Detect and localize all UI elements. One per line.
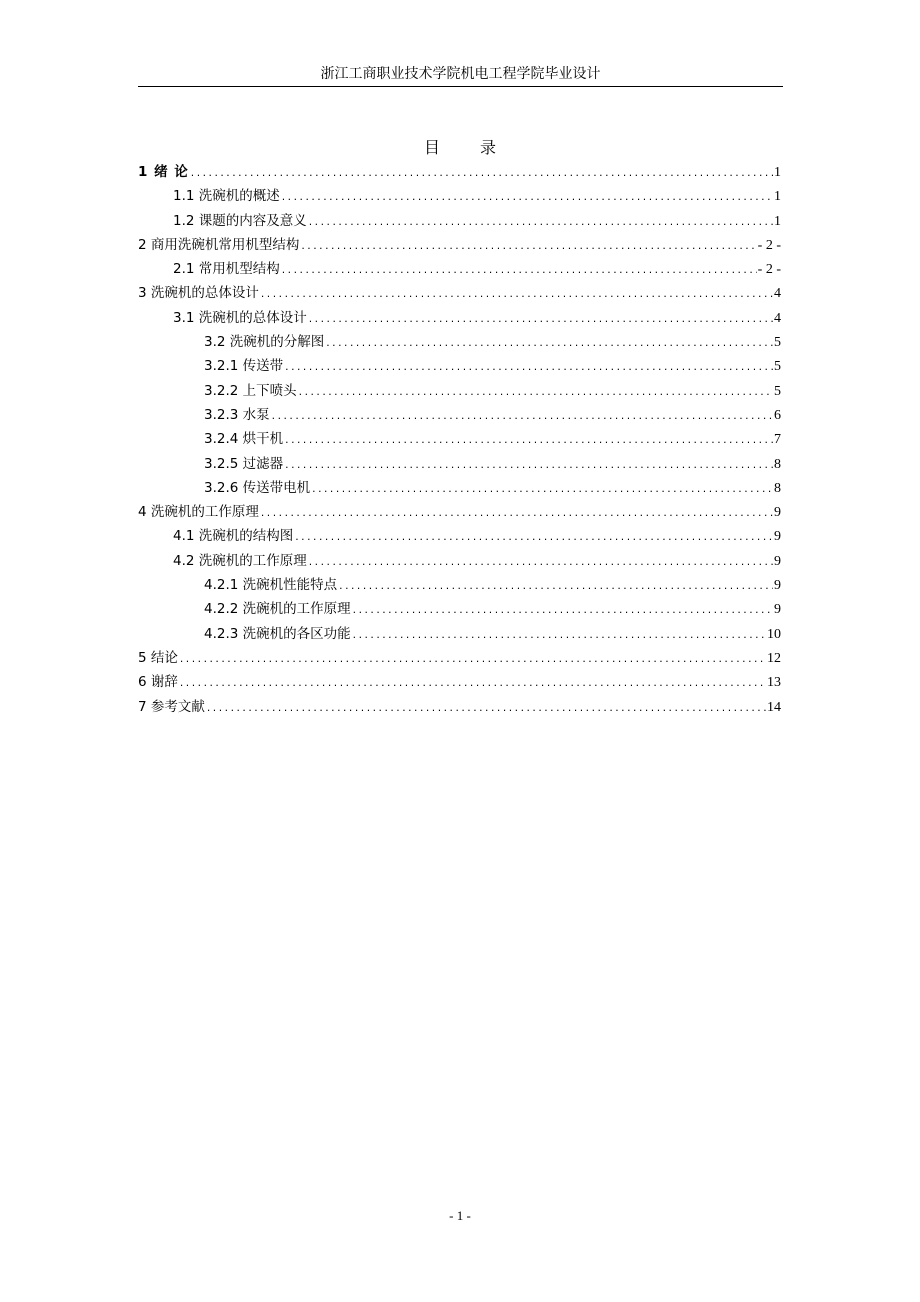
toc-entry[interactable] bbox=[138, 500, 781, 524]
toc-entry-page: 14 bbox=[767, 699, 781, 715]
toc-entry-label: 3.2.6 传送带电机 bbox=[204, 479, 311, 496]
table-of-contents bbox=[138, 160, 781, 719]
toc-leader-dots bbox=[352, 624, 766, 648]
toc-entry[interactable] bbox=[138, 476, 781, 500]
toc-leader-dots bbox=[294, 526, 773, 550]
toc-leader-dots bbox=[271, 405, 773, 429]
toc-leader-dots bbox=[281, 186, 773, 210]
toc-entry-page: 1 bbox=[774, 189, 781, 205]
toc-leader-dots bbox=[179, 648, 766, 672]
toc-leader-dots bbox=[325, 332, 773, 356]
toc-entry-page: 1 bbox=[774, 165, 781, 180]
toc-entry[interactable] bbox=[138, 281, 781, 305]
toc-entry-page: 6 bbox=[774, 407, 781, 423]
toc-entry-label: 3.2.5 过滤器 bbox=[204, 455, 284, 472]
toc-entry-page: 5 bbox=[774, 335, 781, 351]
toc-leader-dots bbox=[284, 356, 773, 380]
toc-entry[interactable] bbox=[138, 573, 781, 597]
toc-leader-dots bbox=[284, 429, 773, 453]
toc-title-left: 目 bbox=[423, 138, 440, 157]
toc-entry-page: 7 bbox=[774, 432, 781, 448]
toc-entry[interactable] bbox=[138, 354, 781, 378]
toc-entry-page: 8 bbox=[774, 456, 781, 472]
toc-leader-dots bbox=[190, 162, 773, 186]
toc-entry-page: 10 bbox=[767, 626, 781, 642]
toc-entry-page: 5 bbox=[774, 359, 781, 375]
toc-entry-page: - 2 - bbox=[757, 262, 781, 278]
page-footer bbox=[0, 1207, 920, 1225]
toc-leader-dots bbox=[308, 551, 773, 575]
toc-leader-dots bbox=[352, 599, 773, 623]
toc-entry-page: 8 bbox=[774, 480, 781, 496]
toc-entry-label: 2.1 常用机型结构 bbox=[173, 261, 280, 278]
toc-entry-label: 4.2.3 洗碗机的各区功能 bbox=[204, 625, 351, 642]
toc-entry-label: 3.2.4 烘干机 bbox=[204, 431, 284, 448]
toc-entry[interactable] bbox=[138, 184, 781, 208]
toc-entry-page: 13 bbox=[767, 675, 781, 691]
toc-leader-dots bbox=[206, 697, 766, 721]
toc-leader-dots bbox=[260, 502, 773, 526]
toc-entry[interactable] bbox=[138, 306, 781, 330]
toc-entry-label: 3.2.1 传送带 bbox=[204, 358, 284, 375]
toc-entry[interactable] bbox=[138, 403, 781, 427]
toc-entry-label: 3.1 洗碗机的总体设计 bbox=[173, 309, 307, 326]
toc-entry-label: 3.2 洗碗机的分解图 bbox=[204, 334, 325, 351]
toc-leader-dots bbox=[311, 478, 773, 502]
toc-entry[interactable] bbox=[138, 695, 781, 719]
header-title: 浙江工商职业技术学院机电工程学院毕业设计 bbox=[320, 66, 601, 82]
toc-title bbox=[0, 137, 920, 159]
toc-entry-label: 4 洗碗机的工作原理 bbox=[138, 504, 259, 521]
toc-title-right: 录 bbox=[480, 138, 497, 157]
toc-leader-dots bbox=[308, 308, 773, 332]
toc-entry-page: 9 bbox=[774, 529, 781, 545]
toc-entry[interactable] bbox=[138, 622, 781, 646]
running-header bbox=[138, 64, 783, 87]
toc-entry[interactable] bbox=[138, 160, 781, 184]
toc-leader-dots bbox=[338, 575, 773, 599]
toc-entry[interactable] bbox=[138, 646, 781, 670]
toc-entry-page: 12 bbox=[767, 650, 781, 666]
toc-entry-label: 2 商用洗碗机常用机型结构 bbox=[138, 236, 300, 253]
toc-entry-label: 1.2 课题的内容及意义 bbox=[173, 212, 307, 229]
toc-entry-label: 4.1 洗碗机的结构图 bbox=[173, 528, 294, 545]
toc-entry[interactable] bbox=[138, 427, 781, 451]
toc-leader-dots bbox=[284, 454, 773, 478]
toc-entry[interactable] bbox=[138, 452, 781, 476]
toc-entry-page: 1 bbox=[774, 213, 781, 229]
toc-entry-label: 3.2.3 水泵 bbox=[204, 406, 270, 423]
toc-entry-page: - 2 - bbox=[757, 237, 781, 253]
toc-entry-label: 4.2.2 洗碗机的工作原理 bbox=[204, 601, 351, 618]
toc-entry-label: 1.1 洗碗机的概述 bbox=[173, 188, 280, 205]
toc-entry-page: 9 bbox=[774, 602, 781, 618]
toc-leader-dots bbox=[308, 211, 773, 235]
toc-entry-label: 3.2.2 上下喷头 bbox=[204, 382, 297, 399]
footer-page-number: - 1 - bbox=[449, 1208, 471, 1223]
toc-leader-dots bbox=[281, 259, 757, 283]
toc-leader-dots bbox=[260, 283, 773, 307]
toc-leader-dots bbox=[300, 235, 756, 259]
toc-entry-page: 4 bbox=[774, 286, 781, 302]
toc-entry-label: 5 结论 bbox=[138, 649, 178, 666]
toc-entry-page: 9 bbox=[774, 578, 781, 594]
toc-leader-dots bbox=[179, 672, 766, 696]
toc-entry-label: 1 绪 论 bbox=[138, 164, 189, 180]
toc-entry-label: 3 洗碗机的总体设计 bbox=[138, 285, 259, 302]
toc-entry-label: 6 谢辞 bbox=[138, 674, 178, 691]
toc-entry-label: 4.2 洗碗机的工作原理 bbox=[173, 552, 307, 569]
toc-entry-page: 4 bbox=[774, 310, 781, 326]
toc-entry[interactable] bbox=[138, 209, 781, 233]
toc-entry[interactable] bbox=[138, 670, 781, 694]
toc-entry-page: 9 bbox=[774, 505, 781, 521]
toc-entry[interactable] bbox=[138, 597, 781, 621]
toc-entry[interactable] bbox=[138, 379, 781, 403]
toc-entry[interactable] bbox=[138, 330, 781, 354]
toc-entry[interactable] bbox=[138, 233, 781, 257]
toc-entry[interactable] bbox=[138, 257, 781, 281]
toc-entry-page: 9 bbox=[774, 553, 781, 569]
toc-entry-page: 5 bbox=[774, 383, 781, 399]
toc-entry-label: 7 参考文献 bbox=[138, 698, 205, 715]
toc-entry[interactable] bbox=[138, 524, 781, 548]
toc-entry-label: 4.2.1 洗碗机性能特点 bbox=[204, 577, 338, 594]
toc-entry[interactable] bbox=[138, 549, 781, 573]
toc-leader-dots bbox=[298, 381, 773, 405]
